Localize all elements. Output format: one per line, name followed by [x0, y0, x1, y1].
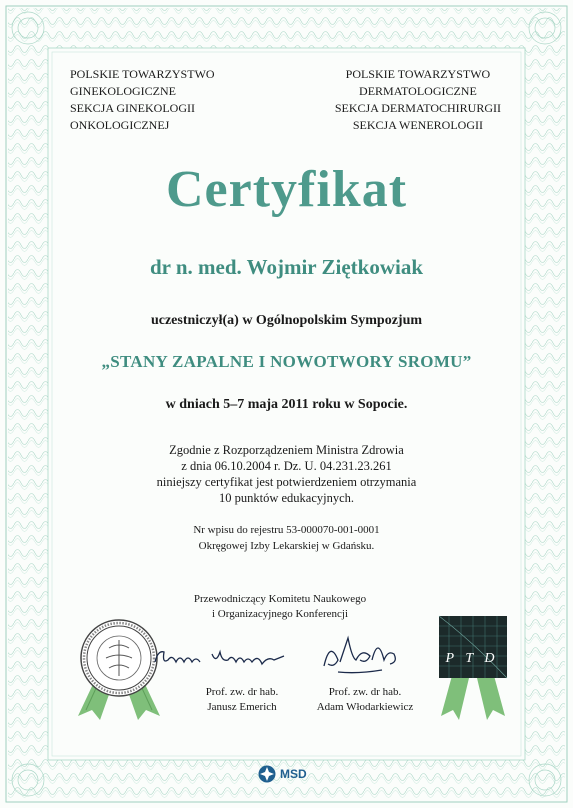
signatory-name: Janusz Emerich [207, 701, 277, 713]
signatory-emerich [182, 685, 302, 715]
registry-line: Okręgowej Izby Lekarskiej w Gdańsku. [198, 540, 375, 552]
committee-chair-label [140, 592, 420, 622]
org-right [335, 66, 501, 134]
org-right-line: SEKCJA DERMATOCHIRURGII [334, 101, 501, 115]
msd-logo [258, 764, 307, 784]
msd-icon [258, 765, 276, 783]
org-left-line: GINEKOLOGICZNE [70, 84, 176, 98]
certificate-title: Certyfikat [165, 161, 408, 218]
org-left-line: ONKOLOGICZNEJ [70, 118, 170, 132]
signatory-name: Adam Włodarkiewicz [316, 701, 414, 713]
registry-line: Nr wpisu do rejestru 53-000070-001-0001 [193, 524, 380, 536]
chair-line: Przewodniczący Komitetu Naukowego [193, 593, 367, 605]
msd-logo-text: MSD [280, 767, 307, 781]
org-right-line: POLSKIE TOWARZYSTWO [345, 67, 491, 81]
participation-text: uczestniczył(a) w Ogólnopolskim Sympozjum [150, 313, 423, 328]
legal-line: z dnia 06.10.2004 r. Dz. U. 04.231.23.261 [181, 459, 392, 473]
signatory-title: Prof. zw. dr hab. [328, 686, 402, 698]
signatory-wlodarkiewicz [300, 685, 430, 715]
org-left [70, 66, 215, 134]
event-name: „STANY ZAPALNE I NOWOTWORY SROMU” [101, 352, 472, 371]
legal-text [0, 442, 573, 506]
legal-line: Zgodnie z Rozporządzeniem Ministra Zdrowia [169, 443, 404, 457]
ptd-logo-text: P T D [445, 651, 499, 666]
signature-emerich [150, 640, 290, 674]
legal-line: niniejszy certyfikat jest potwierdzeniem otrzymania [156, 475, 417, 489]
org-right-line: DERMATOLOGICZNE [359, 84, 477, 98]
event-dates: w dniach 5–7 maja 2011 roku w Sopocie. [165, 397, 408, 412]
signatory-title: Prof. zw. dr hab. [205, 686, 279, 698]
org-left-line: POLSKIE TOWARZYSTWO [70, 67, 215, 81]
legal-line: 10 punktów edukacyjnych. [218, 491, 355, 505]
signature-wlodarkiewicz [318, 630, 408, 680]
org-right-line: SEKCJA WENEROLOGII [352, 118, 483, 132]
registry-text [0, 522, 573, 554]
org-left-line: SEKCJA GINEKOLOGII [70, 101, 195, 115]
recipient-name: dr n. med. Wojmir Ziętkowiak [149, 255, 424, 279]
chair-line: i Organizacyjnego Konferencji [211, 608, 349, 620]
